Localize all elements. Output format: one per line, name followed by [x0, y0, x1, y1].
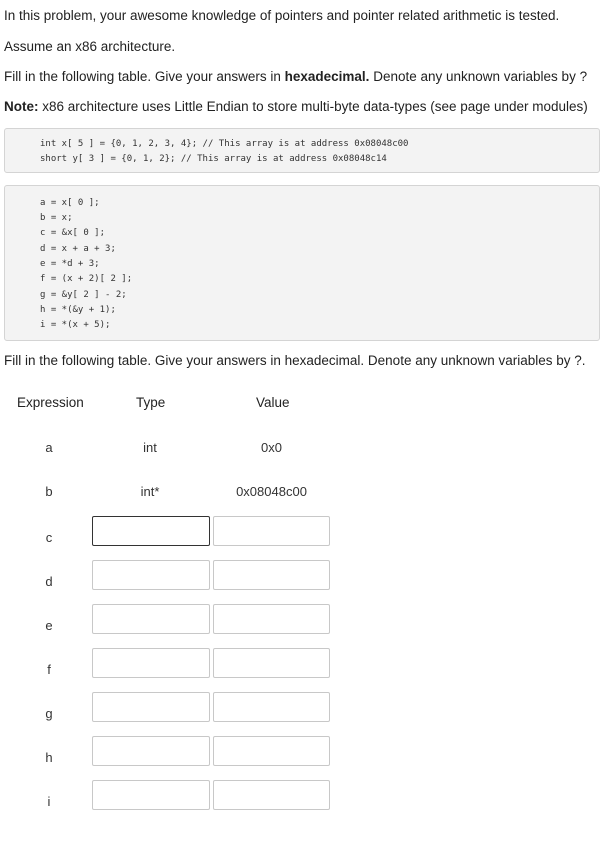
statement-line: a = x[ 0 ]; — [40, 198, 100, 208]
intro-line-3-end: Denote any unknown variables by ? — [369, 69, 588, 84]
value-input-f[interactable] — [213, 648, 330, 678]
value-input-i[interactable] — [213, 780, 330, 810]
intro-line-3-start: Fill in the following table. Give your answers in — [4, 69, 285, 84]
statement-line: c = &x[ 0 ]; — [40, 228, 106, 238]
intro-line-1: In this problem, your awesome knowledge of pointers and pointer related arithmetic is tested. — [4, 8, 560, 23]
value-answer: 0x08048c00 — [236, 484, 307, 499]
value-input-g[interactable] — [213, 692, 330, 722]
table-instructions: Fill in the following table. Give your answers in hexadecimal. Denote any unknown variables by ?. — [4, 353, 586, 368]
statement-line: h = *(&y + 1); — [40, 305, 116, 315]
header-value: Value — [256, 395, 290, 410]
statement-line: b = x; — [40, 213, 73, 223]
type-input-d[interactable] — [92, 560, 210, 590]
type-input-h[interactable] — [92, 736, 210, 766]
statements-code-block — [4, 185, 600, 341]
type-input-f[interactable] — [92, 648, 210, 678]
type-answer: int — [143, 440, 157, 455]
expression-label: h — [45, 750, 53, 765]
statement-line: f = (x + 2)[ 2 ]; — [40, 274, 133, 284]
expression-label: i — [47, 794, 51, 809]
note-text: x86 architecture uses Little Endian to store multi-byte data-types (see page under modules) — [38, 99, 588, 114]
statement-line: d = x + a + 3; — [40, 244, 116, 254]
intro-line-3 — [4, 69, 587, 84]
type-input-e[interactable] — [92, 604, 210, 634]
type-input-c[interactable] — [92, 516, 210, 546]
value-input-c[interactable] — [213, 516, 330, 546]
value-input-d[interactable] — [213, 560, 330, 590]
statement-line: g = &y[ 2 ] - 2; — [40, 290, 127, 300]
note-line — [4, 99, 588, 114]
type-input-i[interactable] — [92, 780, 210, 810]
statement-line: i = *(x + 5); — [40, 320, 111, 330]
value-answer: 0x0 — [261, 440, 282, 455]
type-input-g[interactable] — [92, 692, 210, 722]
expression-label: e — [45, 618, 53, 633]
header-type: Type — [136, 395, 166, 410]
declaration-line: int x[ 5 ] = {0, 1, 2, 3, 4}; // This array is at address 0x08048c00 — [40, 139, 409, 149]
expression-label: a — [45, 440, 53, 455]
declaration-line: short y[ 3 ] = {0, 1, 2}; // This array is at address 0x08048c14 — [40, 154, 387, 164]
note-label: Note: — [4, 99, 39, 114]
declarations-code-block — [4, 128, 600, 173]
expression-label: c — [45, 530, 53, 545]
value-input-e[interactable] — [213, 604, 330, 634]
expression-label: d — [45, 574, 53, 589]
intro-line-2: Assume an x86 architecture. — [4, 39, 176, 54]
header-expression: Expression — [17, 395, 84, 410]
expression-label: f — [47, 662, 51, 677]
statement-line: e = *d + 3; — [40, 259, 100, 269]
expression-label: g — [45, 706, 53, 721]
intro-line-3-emphasis: hexadecimal. — [284, 69, 370, 84]
expression-label: b — [45, 484, 53, 499]
value-input-h[interactable] — [213, 736, 330, 766]
type-answer: int* — [140, 484, 160, 499]
